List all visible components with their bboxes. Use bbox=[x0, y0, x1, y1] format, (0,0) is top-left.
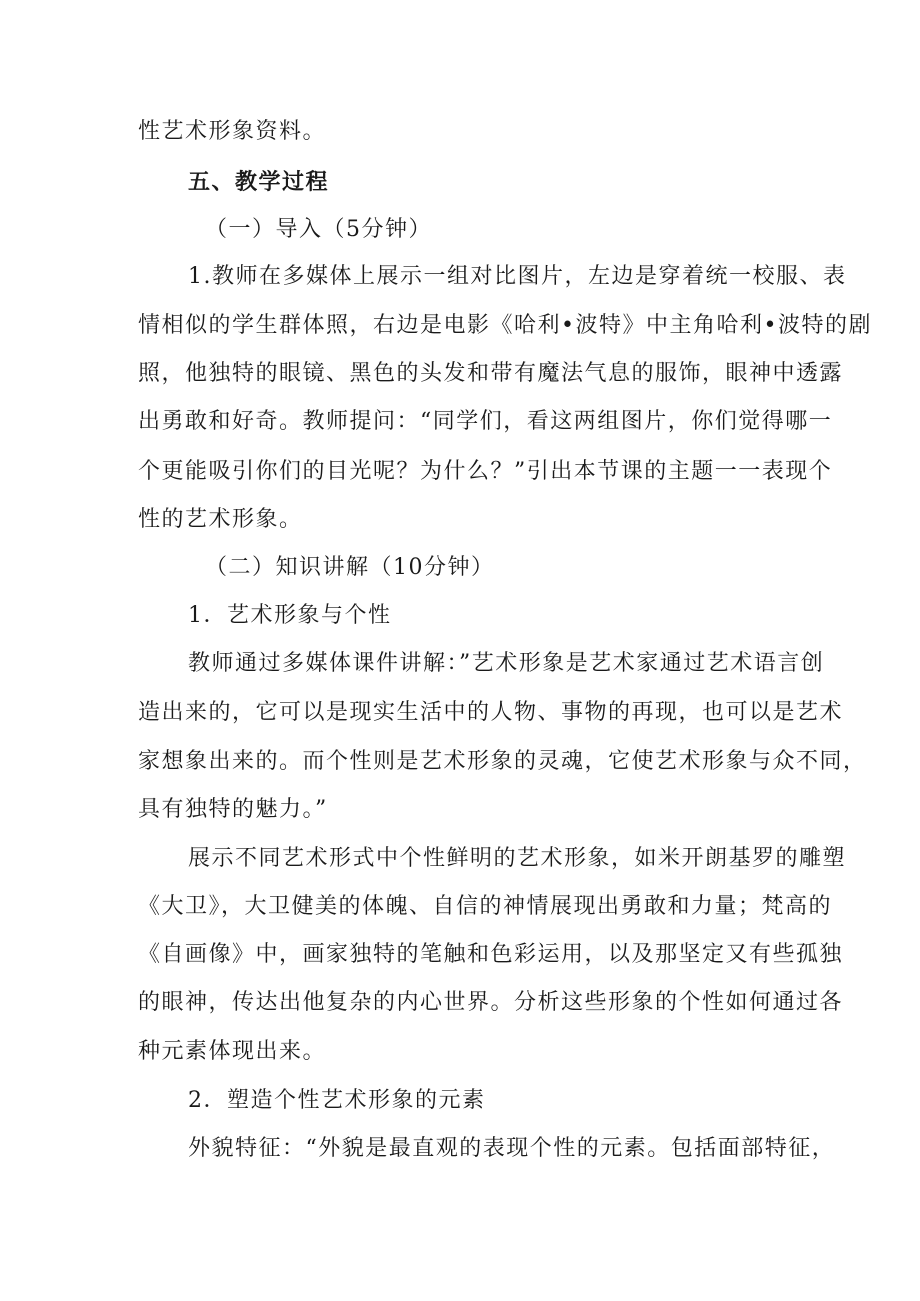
text-line: 1.教师在多媒体上展示一组对比图片，左边是穿着统一校服、表 bbox=[188, 264, 847, 289]
section-heading: 五、教学过程 bbox=[188, 169, 330, 195]
text-line: 性艺术形象资料。 bbox=[138, 119, 327, 144]
text-line: 造出来的，它可以是现实生活中的人物、事物的再现，也可以是艺术 bbox=[138, 700, 844, 725]
text-line: 的眼神，传达出他复杂的内心世界。分析这些形象的个性如何通过各 bbox=[138, 990, 844, 1015]
text-line: 《大卫》，大卫健美的体魄、自信的神情展现出勇敢和力量；梵高的 bbox=[138, 894, 833, 919]
topic-heading: 1．艺术形象与个性 bbox=[188, 603, 392, 628]
text-line: 个更能吸引你们的目光呢？为什么？”引出本节课的主题一一表现个 bbox=[138, 459, 833, 484]
text-line: 教师通过多媒体课件讲解：”艺术形象是艺术家通过艺术语言创 bbox=[188, 651, 825, 676]
text-line: 具有独特的魅力。” bbox=[138, 797, 328, 822]
text-line: 出勇敢和好奇。教师提问：“同学们，看这两组图片，你们觉得哪一 bbox=[138, 409, 833, 434]
subsection-heading: （一）导入（5分钟） bbox=[205, 217, 432, 242]
text-line: 种元素体现出来。 bbox=[138, 1039, 327, 1064]
text-line: 《自画像》中，画家独特的笔触和色彩运用，以及那坚定又有些孤独 bbox=[138, 942, 844, 967]
topic-heading: 2．塑造个性艺术形象的元素 bbox=[188, 1088, 486, 1113]
text-line: 性的艺术形象。 bbox=[138, 507, 303, 532]
subsection-heading: （二）知识讲解（10分钟） bbox=[205, 555, 495, 580]
text-line: 情相似的学生群体照，右边是电影《哈利•波特》中主角哈利•波特的剧 bbox=[138, 313, 872, 338]
text-line: 外貌特征：“外貌是最直观的表现个性的元素。包括面部特征， bbox=[188, 1136, 836, 1161]
text-line: 照，他独特的眼镜、黑色的头发和带有魔法气息的服饰，眼神中透露 bbox=[138, 361, 844, 386]
text-line: 家想象出来的。而个性则是艺术形象的灵魂，它使艺术形象与众不同， bbox=[138, 749, 867, 774]
text-line: 展示不同艺术形式中个性鲜明的艺术形象，如米开朗基罗的雕塑 bbox=[188, 846, 847, 871]
